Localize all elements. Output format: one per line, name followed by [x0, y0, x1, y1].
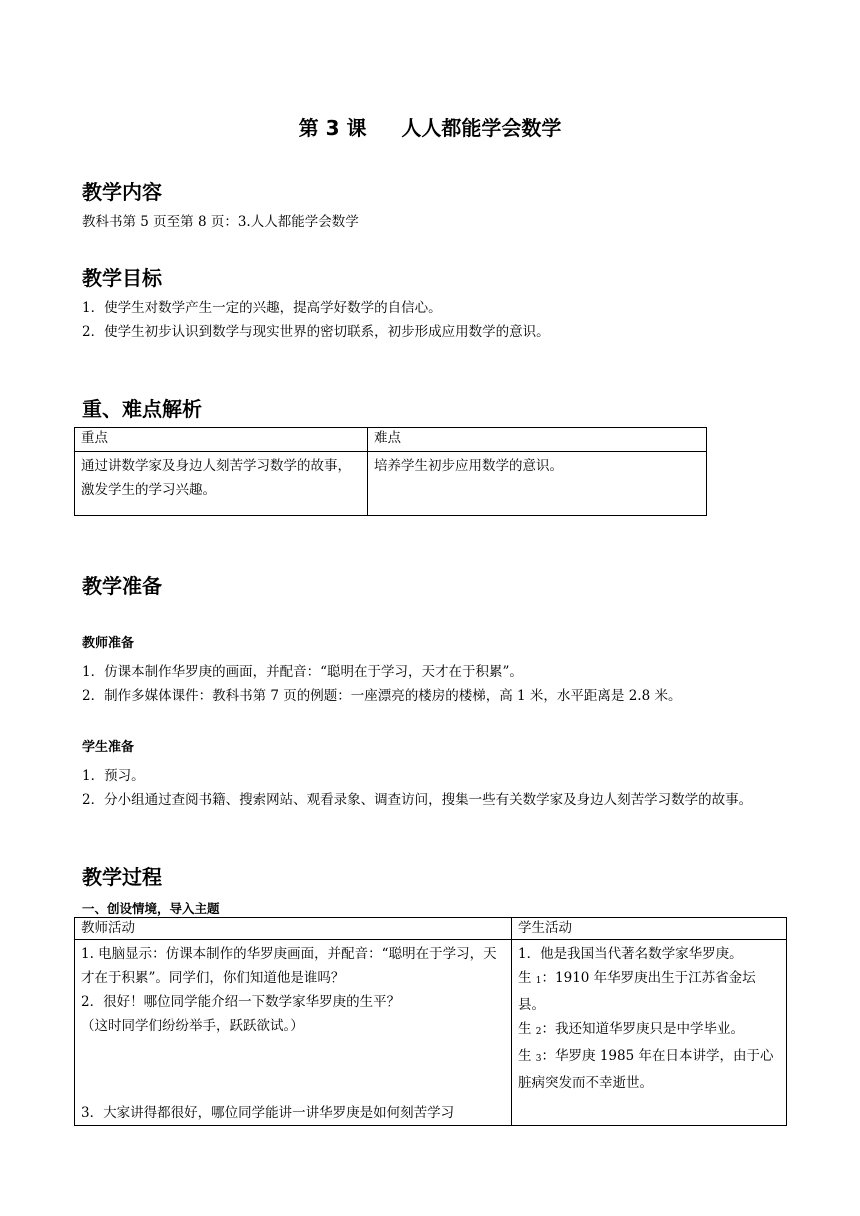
student-activity-line: 1．他是我国当代著名数学家华罗庚。 [518, 946, 743, 962]
student-prep-item: 2．分小组通过查阅书籍、搜索网站、观看录象、调查访问，搜集一些有关数学家及身边人刻苦学习数学的故事。 [82, 792, 753, 808]
content-text: 教科书第 5 页至第 8 页：3.人人都能学会数学 [82, 214, 359, 230]
student-activity-line [518, 1017, 780, 1044]
goal-item: 1．使学生对数学产生一定的兴趣，提高学好数学的自信心。 [82, 300, 442, 316]
content-heading: 教学内容 [82, 180, 162, 204]
student-prep-item: 1．预习。 [82, 768, 145, 784]
student-sub: 1 [535, 976, 542, 986]
keypoints-cell-difficult: 培养学生初步应用数学的意识。 [368, 452, 707, 516]
student-activity-line [518, 1044, 780, 1095]
student-sub: 3 [535, 1054, 542, 1064]
keypoints-cell-key: 通过讲数学家及身边人刻苦学习数学的故事，激发学生的学习兴趣。 [75, 452, 368, 516]
student-prep-heading: 学生准备 [82, 740, 135, 755]
student-activity-text: ：华罗庚 1985 年在日本讲学，由于心脏病突发而不幸逝世。 [518, 1048, 774, 1091]
teacher-prep-item: 1．仿课本制作华罗庚的画面，并配音：“聪明在于学习，天才在于积累”。 [82, 664, 523, 680]
teacher-activity-line: （这时同学们纷纷举手，跃跃欲试。） [81, 1018, 304, 1034]
process-col-student: 学生活动 [512, 918, 787, 940]
teacher-activity-line: 2．很好！哪位同学能介绍一下数学家华罗庚的生平？ [81, 994, 401, 1010]
prep-heading: 教学准备 [82, 574, 162, 598]
process-col-teacher: 教师活动 [75, 918, 512, 940]
student-activity-line [518, 966, 780, 1017]
student-activity-text: ：1910 年华罗庚出生于江苏省金坛县。 [518, 970, 756, 1013]
teacher-prep-item: 2．制作多媒体课件：教科书第 7 页的例题：一座漂亮的楼房的楼梯，高 1 米，水平距离是 2.8 米。 [82, 688, 682, 704]
goals-heading: 教学目标 [82, 266, 162, 290]
keypoints-col-difficult: 难点 [368, 428, 707, 452]
student-sub: 2 [535, 1027, 542, 1037]
teacher-activity-line: 3．大家讲得都很好，哪位同学能讲一讲华罗庚是如何刻苦学习 [81, 1105, 455, 1121]
student-label: 生 [518, 1048, 532, 1064]
goals-list [82, 296, 782, 344]
process-section-1: 一、创设情境，导入主题 [82, 901, 220, 916]
keypoints-col-key: 重点 [75, 428, 368, 452]
keypoints-heading: 重、难点解析 [82, 397, 202, 421]
student-activity-text: ：我还知道华罗庚只是中学毕业。 [541, 1021, 745, 1037]
student-label: 生 [518, 1021, 532, 1037]
teacher-activity-line: 1. 电脑显示：仿课本制作的华罗庚画面，并配音：“聪明在于学习，天才在于积累”。同学们，你们知道他是谁吗？ [81, 946, 497, 986]
student-label: 生 [518, 970, 532, 986]
process-heading: 教学过程 [82, 865, 162, 889]
keypoints-table [74, 427, 707, 516]
lesson-title: 第 3 课 人人都能学会数学 [298, 116, 562, 140]
process-table [74, 917, 787, 1126]
goal-item: 2．使学生初步认识到数学与现实世界的密切联系，初步形成应用数学的意识。 [82, 324, 550, 340]
teacher-activity-cell [75, 940, 512, 1126]
student-prep-list [82, 764, 782, 812]
teacher-prep-list [82, 660, 782, 708]
teacher-prep-heading: 教师准备 [82, 636, 135, 651]
student-activity-cell [512, 940, 787, 1126]
